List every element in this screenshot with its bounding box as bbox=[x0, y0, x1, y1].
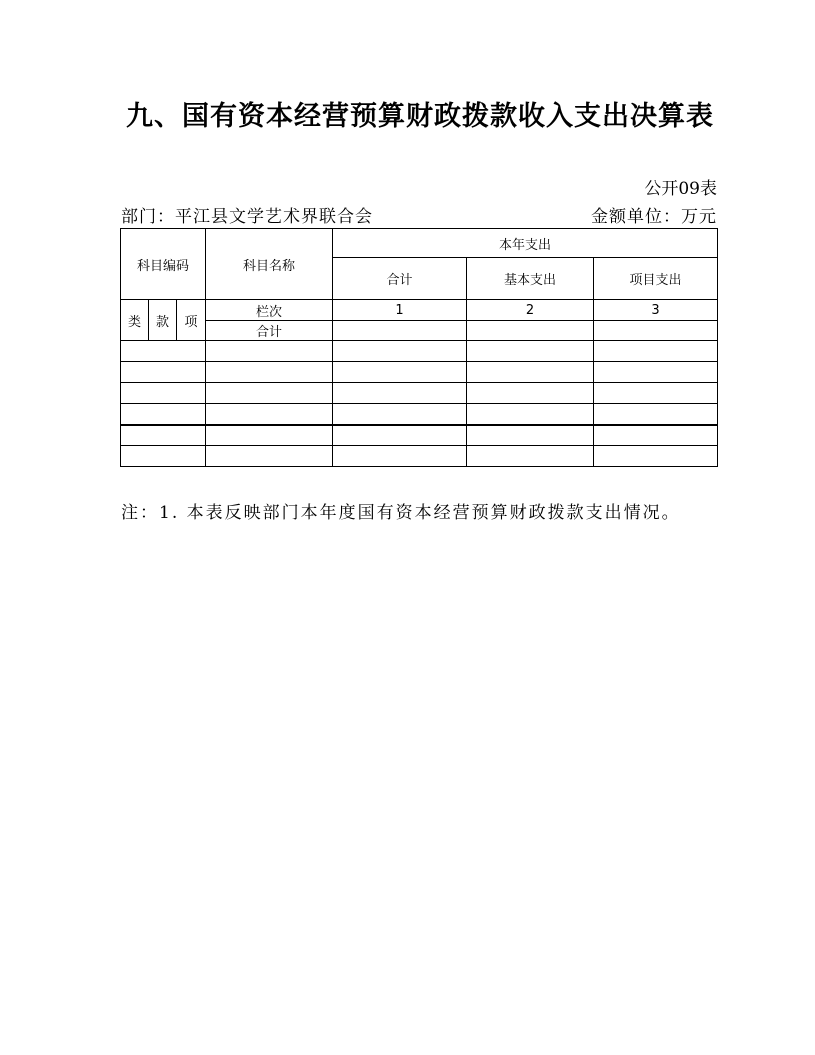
form-number: 公开09表 bbox=[644, 179, 717, 199]
table-cell bbox=[467, 404, 594, 425]
page-title: 九、国有资本经营预算财政拨款收入支出决算表 bbox=[126, 101, 714, 132]
department-label: 部门：平江县文学艺术界联合会 bbox=[121, 207, 373, 227]
row-label-column-index: 栏次 bbox=[206, 300, 333, 321]
table-row bbox=[121, 446, 718, 467]
table-cell bbox=[206, 362, 333, 383]
header-subject-code: 科目编码 bbox=[121, 229, 206, 300]
table-row bbox=[121, 425, 718, 446]
table-cell bbox=[121, 425, 206, 446]
table-cell bbox=[467, 425, 594, 446]
total-cell-total bbox=[333, 321, 467, 341]
subheader-item: 项 bbox=[177, 300, 206, 341]
table-cell bbox=[206, 446, 333, 467]
column-index-1: 1 bbox=[333, 300, 467, 321]
table-cell bbox=[333, 404, 467, 425]
header-subject-name: 科目名称 bbox=[206, 229, 333, 300]
header-project-expense: 项目支出 bbox=[594, 258, 718, 300]
column-index-3: 3 bbox=[594, 300, 718, 321]
table-cell bbox=[333, 362, 467, 383]
table-cell bbox=[467, 341, 594, 362]
table-cell bbox=[594, 383, 718, 404]
table-cell bbox=[333, 425, 467, 446]
table-row bbox=[121, 383, 718, 404]
table-cell bbox=[121, 446, 206, 467]
table-cell bbox=[467, 362, 594, 383]
table-cell bbox=[594, 362, 718, 383]
header-basic-expense: 基本支出 bbox=[467, 258, 594, 300]
table-row bbox=[121, 404, 718, 425]
table-cell bbox=[121, 362, 206, 383]
column-index-2: 2 bbox=[467, 300, 594, 321]
table-cell bbox=[121, 341, 206, 362]
subheader-section: 款 bbox=[149, 300, 177, 341]
table-row bbox=[121, 362, 718, 383]
table-cell bbox=[594, 341, 718, 362]
total-cell-basic bbox=[467, 321, 594, 341]
table-row bbox=[121, 341, 718, 362]
table-cell bbox=[206, 404, 333, 425]
table-cell bbox=[206, 383, 333, 404]
table-cell bbox=[333, 446, 467, 467]
table-cell bbox=[467, 446, 594, 467]
header-total: 合计 bbox=[333, 258, 467, 300]
table-cell bbox=[594, 446, 718, 467]
subheader-class: 类 bbox=[121, 300, 149, 341]
table-cell bbox=[594, 425, 718, 446]
header-current-year-expense: 本年支出 bbox=[333, 229, 718, 258]
footnote: 注：1. 本表反映部门本年度国有资本经营预算财政拨款支出情况。 bbox=[121, 503, 681, 523]
budget-table bbox=[120, 228, 718, 467]
amount-unit-label: 金额单位：万元 bbox=[591, 207, 717, 227]
table-cell bbox=[333, 341, 467, 362]
row-label-total: 合计 bbox=[206, 321, 333, 341]
table-cell bbox=[206, 425, 333, 446]
total-cell-project bbox=[594, 321, 718, 341]
table-cell bbox=[206, 341, 333, 362]
table-cell bbox=[121, 383, 206, 404]
table-cell bbox=[594, 404, 718, 425]
table-cell bbox=[467, 383, 594, 404]
table-cell bbox=[121, 404, 206, 425]
table-cell bbox=[333, 383, 467, 404]
